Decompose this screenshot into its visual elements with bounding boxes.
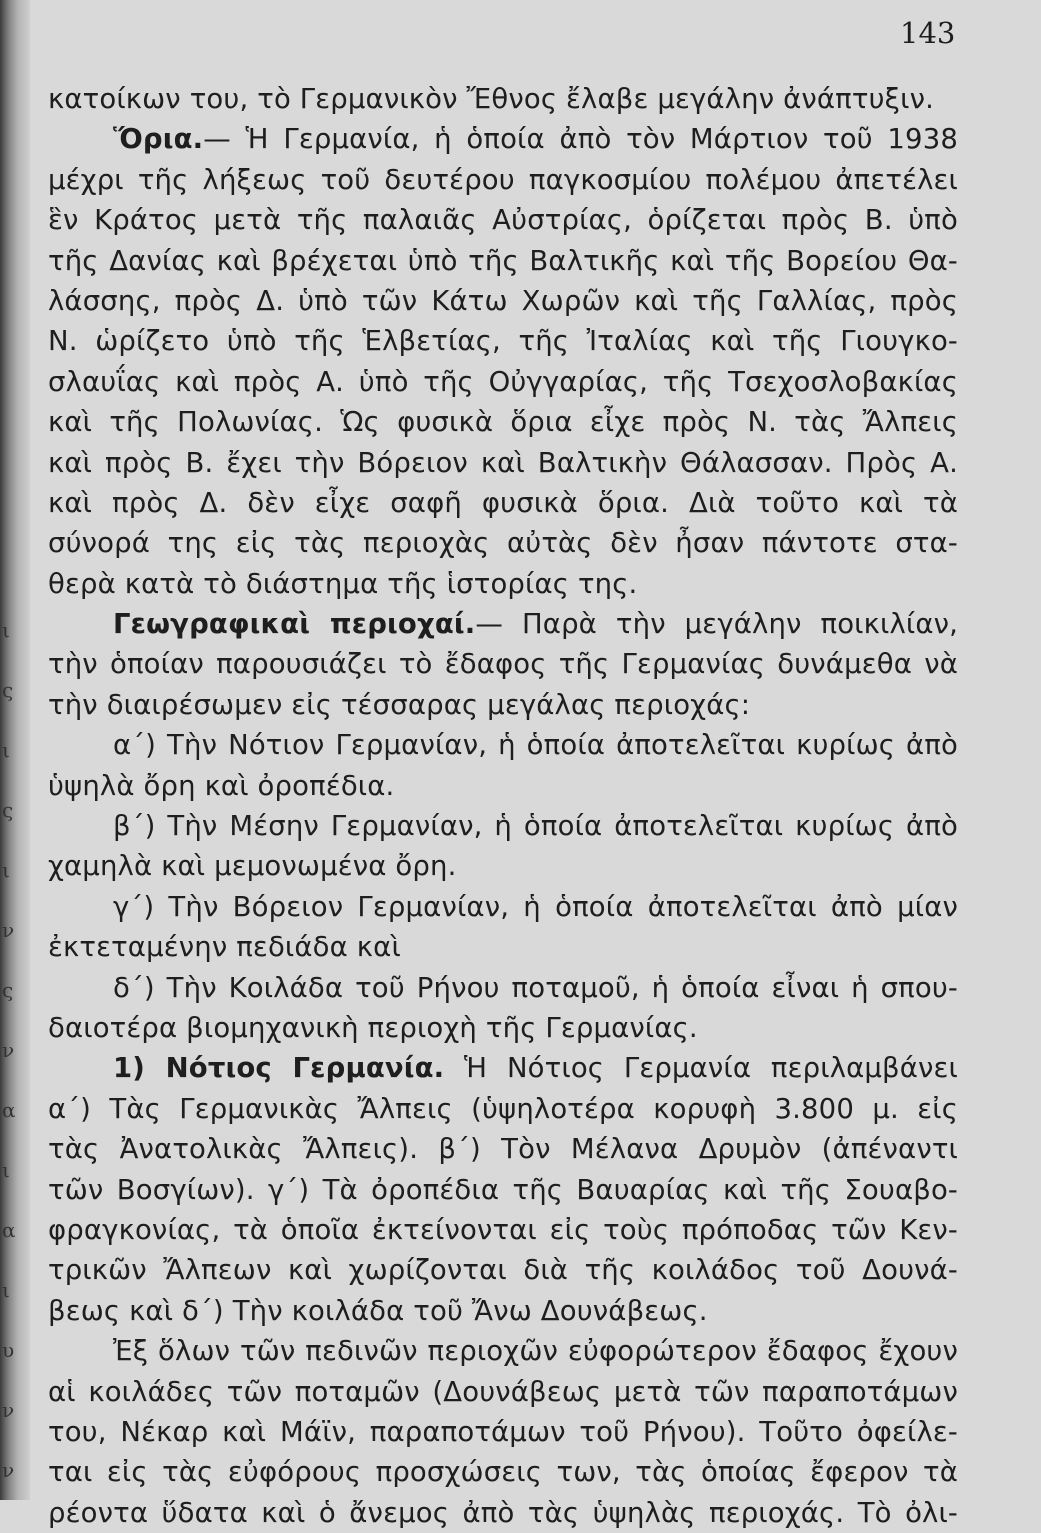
line-text: δ΄) Τὴν Κοιλάδα τοῦ Ρήνου ποταμοῦ, ἡ ὁποία εἶναι ἡ σπου-	[113, 971, 958, 1004]
margin-mark: α	[2, 1098, 16, 1122]
text-line	[48, 725, 958, 765]
line-text: φραγκονίας, τὰ ὁποῖα ἐκτείνονται εἰς τοὺς πρόποδας τῶν Κεν-	[48, 1213, 958, 1246]
line-text: τῶν Βοσγίων). γ΄) Τὰ ὀροπέδια τῆς Βαυαρίας καὶ τῆς Σουαβο-	[48, 1173, 958, 1206]
margin-mark: α	[2, 1218, 16, 1242]
text-line	[48, 119, 958, 159]
line-text: Ν. ὡρίζετο ὑπὸ τῆς Ἑλβετίας, τῆς Ἰταλίας καὶ τῆς Γιουγκο-	[48, 325, 958, 358]
line-text: μέχρι τῆς λήξεως τοῦ δευτέρου παγκοσμίου πολέμου ἀπετέλει	[48, 163, 958, 196]
text-line	[48, 1129, 958, 1169]
line-text: τῆς Δανίας καὶ βρέχεται ὑπὸ τῆς Βαλτικῆς καὶ τῆς Βορείου Θα-	[48, 244, 958, 277]
text-line	[48, 1089, 958, 1129]
page-number: 143	[900, 16, 956, 50]
margin-mark: ν	[2, 1038, 15, 1062]
text-line	[48, 281, 958, 321]
text-line	[48, 1412, 958, 1452]
text-line	[48, 1372, 958, 1412]
text-line	[48, 160, 958, 200]
text-line	[48, 79, 958, 119]
margin-mark: ν	[2, 1398, 15, 1422]
text-line	[48, 1048, 958, 1088]
section-heading: Γεωγραφικαὶ περιοχαί.	[113, 608, 476, 641]
line-text: τὰς Ἀνατολικὰς Ἄλπεις). β΄) Τὸν Μέλανα Δρυμὸν (ἀπέναντι	[48, 1133, 958, 1166]
line-text: Ἡ Νότιος Γερμανία περιλαμβάνει	[444, 1052, 958, 1085]
text-line	[48, 846, 958, 886]
text-line	[48, 402, 958, 442]
margin-mark: ι	[2, 618, 10, 642]
text-line	[48, 321, 958, 361]
margin-mark: ς	[2, 978, 14, 1002]
text-line	[48, 968, 958, 1008]
text-line	[48, 523, 958, 563]
margin-mark: ν	[2, 918, 15, 942]
margin-mark: ι	[2, 858, 10, 882]
line-text: β΄) Τὴν Μέσην Γερμανίαν, ἡ ὁποία ἀποτελεῖται κυρίως ἀπὸ	[113, 810, 958, 843]
line-text: του, Νέκαρ καὶ Μάϊν, παραποτάμων τοῦ Ρήνου). Τοῦτο ὀφείλε-	[48, 1415, 958, 1448]
text-line	[48, 806, 958, 846]
text-line	[48, 1170, 958, 1210]
line-text: λάσσης, πρὸς Δ. ὑπὸ τῶν Κάτω Χωρῶν καὶ τῆς Γαλλίας, πρὸς	[48, 284, 958, 317]
line-text: α΄) Τὰς Γερμανικὰς Ἄλπεις (ὑψηλοτέρα κορυφὴ 3.800 μ. εἰς	[48, 1092, 958, 1125]
line-text: ἓν Κράτος μετὰ τῆς παλαιᾶς Αὐστρίας, ὁρίζεται πρὸς Β. ὑπὸ	[48, 204, 958, 237]
margin-mark: ς	[2, 798, 14, 822]
facing-page-margin-text	[2, 600, 20, 1500]
margin-mark: ι	[2, 1158, 10, 1182]
text-line	[48, 1331, 958, 1371]
line-text: θερὰ κατὰ τὸ διάστημα τῆς ἱστορίας της.	[48, 567, 638, 600]
text-line	[48, 1452, 958, 1492]
line-text: ται εἰς τὰς εὐφόρους προσχώσεις των, τὰς ὁποίας ἔφερον τὰ	[48, 1456, 958, 1489]
line-text: χαμηλὰ καὶ μεμονωμένα ὄρη.	[48, 850, 457, 883]
text-line	[48, 887, 958, 927]
line-text: βεως καὶ δ΄) Τὴν κοιλάδα τοῦ Ἄνω Δουνάβεως.	[48, 1294, 708, 1327]
text-line	[48, 1250, 958, 1290]
line-text: σύνορά της εἰς τὰς περιοχὰς αὐτὰς δὲν ἦσαν πάντοτε στα-	[48, 527, 958, 560]
line-text: δαιοτέρα βιομηχανικὴ περιοχὴ τῆς Γερμανίας.	[48, 1011, 698, 1044]
margin-mark: ν	[2, 1458, 15, 1482]
text-line	[48, 1210, 958, 1250]
section-heading: Ὅρια.	[113, 123, 204, 156]
line-text: τὴν διαιρέσωμεν εἰς τέσσαρας μεγάλας περιοχάς:	[48, 688, 751, 721]
text-line	[48, 564, 958, 604]
line-text: αἱ κοιλάδες τῶν ποταμῶν (Δουνάβεως μετὰ τῶν παραποτάμων	[48, 1375, 958, 1408]
line-text: ρέοντα ὕδατα καὶ ὁ ἄνεμος ἀπὸ τὰς ὑψηλὰς περιοχάς. Τὸ ὀλι-	[48, 1496, 958, 1529]
line-text: α΄) Τὴν Νότιον Γερμανίαν, ἡ ὁποία ἀποτελεῖται κυρίως ἀπὸ	[113, 729, 958, 762]
margin-mark: ς	[2, 678, 14, 702]
line-text: καὶ πρὸς Β. ἔχει τὴν Βόρειον καὶ Βαλτικὴν Θάλασσαν. Πρὸς Α.	[48, 446, 958, 479]
line-text: κατοίκων του, τὸ Γερμανικὸν Ἔθνος ἔλαβε μεγάλην ἀνάπτυξιν.	[48, 83, 935, 115]
text-line	[48, 483, 958, 523]
line-text: γ΄) Τὴν Βόρειον Γερμανίαν, ἡ ὁποία ἀποτελεῖται ἀπὸ μίαν	[113, 890, 958, 923]
line-text: ὑψηλὰ ὄρη καὶ ὀροπέδια.	[48, 769, 395, 802]
text-line	[48, 1291, 958, 1331]
text-line	[48, 443, 958, 483]
line-text: Ἐξ ὅλων τῶν πεδινῶν περιοχῶν εὐφορώτερον ἔδαφος ἔχουν	[113, 1335, 958, 1368]
text-line	[48, 241, 958, 281]
page-body-text	[48, 79, 958, 1533]
section-heading: 1) Νότιος Γερμανία.	[113, 1052, 445, 1085]
text-line	[48, 685, 958, 725]
text-line	[48, 766, 958, 806]
line-text: — Παρὰ τὴν μεγάλην ποικιλίαν,	[475, 608, 958, 641]
text-line	[48, 644, 958, 684]
text-line	[48, 927, 958, 967]
line-text: καὶ πρὸς Δ. δὲν εἶχε σαφῆ φυσικὰ ὅρια. Διὰ τοῦτο καὶ τὰ	[48, 486, 958, 519]
margin-mark: ι	[2, 738, 10, 762]
line-text: τρικῶν Ἄλπεων καὶ χωρίζονται διὰ τῆς κοιλάδος τοῦ Δουνά-	[48, 1254, 958, 1287]
text-line	[48, 362, 958, 402]
line-text: ἐκτεταμένην πεδιάδα καὶ	[48, 931, 401, 964]
margin-mark: υ	[2, 1338, 15, 1362]
line-text: — Ἡ Γερμανία, ἡ ὁποία ἀπὸ τὸν Μάρτιον τοῦ 1938	[203, 123, 958, 156]
text-line	[48, 200, 958, 240]
text-line	[48, 1493, 958, 1533]
line-text: καὶ τῆς Πολωνίας. Ὡς φυσικὰ ὅρια εἶχε πρὸς Ν. τὰς Ἄλπεις	[48, 406, 958, 439]
text-line	[48, 1008, 958, 1048]
margin-mark: ι	[2, 1278, 10, 1302]
text-line	[48, 604, 958, 644]
line-text: σλαυΐας καὶ πρὸς Α. ὑπὸ τῆς Οὐγγαρίας, τῆς Τσεχοσλοβακίας	[48, 365, 958, 398]
line-text: τὴν ὁποίαν παρουσιάζει τὸ ἔδαφος τῆς Γερμανίας δυνάμεθα νὰ	[48, 648, 958, 681]
